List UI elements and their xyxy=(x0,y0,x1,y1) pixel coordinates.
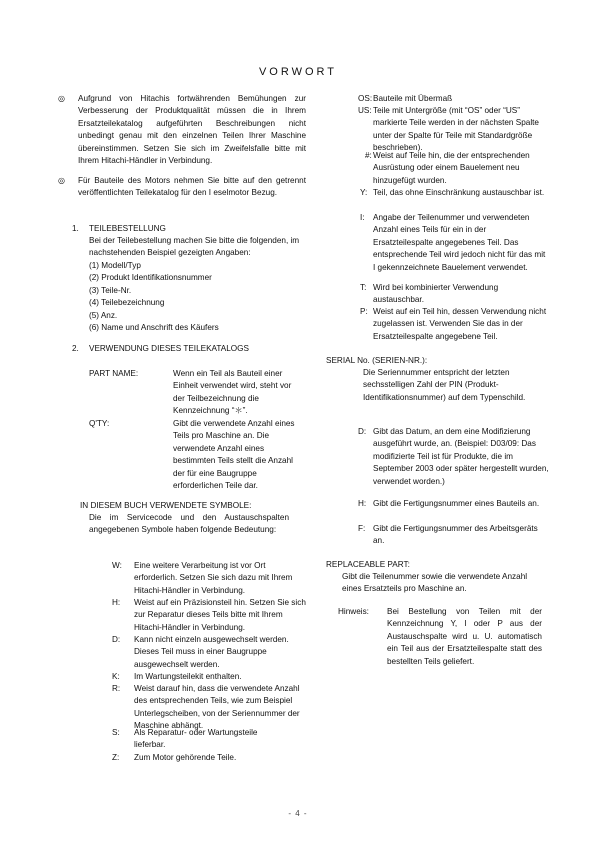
intro-bullet-1: ◎ xyxy=(58,94,66,103)
code-description: Gibt das Datum, an dem eine Modifizierung ausgeführt wurde, an. (Beispiel: D03/09: Das modifizierte Teil ist für Produkte, die im September 2003 oder später hergestellt wurden, verwendet worden.) xyxy=(373,427,549,486)
code-key: P: xyxy=(360,307,368,316)
symbol-row-z xyxy=(112,752,307,765)
symbol-description: Weist darauf hin, dass die verwendete Anzahl des entsprechenden Teils, wie zum Beispiel Unterlegscheiben, von der Seriennummer der Maschine abhängt. xyxy=(134,684,300,731)
code-row-i xyxy=(358,212,548,274)
symbol-description: Zum Motor gehörende Teile. xyxy=(134,753,237,762)
part-name-description: Wenn ein Teil als Bauteil einer Einheit verwendet wird, steht vor der Teilbezeichnung die Kennzeichnung “＊”. xyxy=(173,369,292,416)
serial-row-d xyxy=(358,426,551,501)
symbol-row-d xyxy=(112,634,307,671)
list-item: (1) Modell/Typ xyxy=(89,261,141,270)
code-key: H: xyxy=(358,499,367,508)
serial-row-h xyxy=(358,498,551,523)
page-title: VORWORT xyxy=(258,66,338,78)
code-description: Weist auf Teile hin, die der entsprechenden Ausrüstung oder einem Bauelement neu hinzugefügt wurden. xyxy=(373,151,530,185)
symbol-key: Z: xyxy=(112,753,120,762)
code-key: US: xyxy=(358,106,372,115)
code-description: Wird bei kombinierter Verwendung austauschbar. xyxy=(373,283,499,305)
code-description: Gibt die Fertigungsnummer eines Bauteils an. xyxy=(373,499,540,508)
section2-heading: VERWENDUNG DIESES TEILEKATALOGS xyxy=(89,344,249,353)
code-description: Gibt die Fertigungsnummer des Arbeitsgeräts an. xyxy=(373,524,538,546)
code-description: Teile mit Untergröße (mit “OS” oder “US” markierte Teile werden in der nächsten Spalte unter der Spalte für Teile mit Standardgröße beschrieben). xyxy=(373,106,539,153)
page-number: - 4 - xyxy=(288,808,308,818)
code-row-t xyxy=(358,282,548,307)
code-key: F: xyxy=(358,524,366,533)
symbol-row-h xyxy=(112,597,307,634)
symbol-description: Weist auf ein Präzisionsteil hin. Setzen Sie sich zur Reparatur dieses Teils bitte mit Ihrem Hitachi-Händler in Verbindung. xyxy=(134,598,306,632)
symbol-description: Im Wartungsteilekit enthalten. xyxy=(134,672,242,681)
list-item: (2) Produkt Identifikationsnummer xyxy=(89,273,212,283)
section2-number: 2. xyxy=(72,344,79,353)
section1-number: 1. xyxy=(72,224,79,233)
symbol-description: Kann nicht einzeln ausgewechselt werden. Dieses Teil muss in einer Baugruppe ausgewechselt werden. xyxy=(134,635,289,669)
replace-heading: REPLACEABLE PART: xyxy=(326,560,410,569)
code-row-us xyxy=(358,105,548,155)
symbol-key: H: xyxy=(112,598,121,607)
code-key: #: xyxy=(365,151,372,160)
hint-key: Hinweis: xyxy=(338,607,369,616)
symbol-key: S: xyxy=(112,728,120,737)
code-description: Teil, das ohne Einschränkung austauschbar ist. xyxy=(373,188,545,197)
symbol-description: Als Reparatur- oder Wartungsteile lieferbar. xyxy=(134,728,258,750)
qty-description: Gibt die verwendete Anzahl eines Teils pro Maschine an. Die verwendete Anzahl eines bestimmten Teils stellt die Anzahl der für eine Baugruppe erforderlichen Teile dar. xyxy=(173,419,295,491)
code-description: Weist auf ein Teil hin, dessen Verwendung nicht zugelassen ist. Verwenden Sie das in der Ersatzteilespalte angegebene Teil. xyxy=(373,307,547,341)
section1-item-list xyxy=(89,260,219,334)
symbol-key: K: xyxy=(112,672,120,681)
code-key: Y: xyxy=(360,188,368,197)
code-row-hash xyxy=(358,150,548,187)
symbol-key: W: xyxy=(112,561,122,570)
code-row-p xyxy=(358,306,548,343)
symbols-heading: IN DIESEM BUCH VERWENDETE SYMBOLE: xyxy=(80,501,252,510)
serial-heading: SERIAL No. (SERIEN-NR.): xyxy=(326,356,428,365)
symbol-row-r xyxy=(112,683,307,733)
list-item: (4) Teilebezeichnung xyxy=(89,298,165,308)
intro-bullet-2: ◎ xyxy=(58,176,66,185)
hint-description: Bei Bestellung von Teilen mit der Kennzeichnung Y, I oder P aus der Austauschspalte wird u. U. automatisch ein Teil aus der Ersatzteilespalte statt des bestellten Teils geliefert. xyxy=(387,607,542,666)
part-name-key: PART NAME: xyxy=(89,369,139,378)
intro-paragraph-2: Für Bauteile des Motors nehmen Sie bitte auf den getrennt veröffentlichten Teilekatalog für den I eselmotor Bezug. xyxy=(78,176,306,198)
symbol-row-s xyxy=(112,727,307,752)
code-key: T: xyxy=(360,283,367,292)
list-item: (6) Name und Anschrift des Käufers xyxy=(89,323,219,333)
replace-lead: Gibt die Teilenummer sowie die verwendete Anzahl eines Ersatzteils pro Maschine an. xyxy=(342,572,528,594)
serial-lead: Die Seriennummer entspricht der letzten sechsstelligen Zahl der PIN (Produkt-Identifikationsnummer) auf dem Typenschild. xyxy=(363,368,526,402)
code-key: OS: xyxy=(358,94,373,103)
code-row-y xyxy=(358,187,548,212)
list-item: (5) Anz. xyxy=(89,310,118,320)
code-key: D: xyxy=(358,427,367,436)
code-key: I: xyxy=(360,213,365,222)
symbol-key: R: xyxy=(112,684,121,693)
code-description: Angabe der Teilenummer und verwendeten Anzahl eines Teils für ein in der Ersatzteilespalte angegebenes Teil. Das entsprechende Teil wird jedoch nicht für das mit I gekennzeichnete Bauelement verwendet. xyxy=(373,213,546,272)
code-description: Bauteile mit Übermaß xyxy=(373,94,453,103)
symbol-description: Eine weitere Verarbeitung ist vor Ort erforderlich. Setzen Sie sich dazu mit Ihrem Hitachi-Händler in Verbindung. xyxy=(134,561,293,595)
serial-row-f xyxy=(358,523,551,548)
intro-paragraph-1: Aufgrund von Hitachis fortwährenden Bemühungen zur Verbesserung der Produktqualität müssen die in Ihrem Ersatzteilekatalog aufgeführten Beschreibungen nicht unbedingt genau mit den einzelnen Teilen Ihrer Maschine übereinstimmen. Setzen Sie sich im Zweifelsfalle bitte mit Ihrem Hitachi-Händler in Verbindung. xyxy=(78,94,306,166)
symbol-row-w xyxy=(112,560,307,597)
symbols-lead: Die im Servicecode und den Austauschspalten angegebenen Symbole haben folgende Bedeutung: xyxy=(89,513,289,535)
section1-heading: TEILEBESTELLUNG xyxy=(89,224,166,233)
qty-key: Q'TY: xyxy=(89,419,110,428)
list-item: (3) Teile-Nr. xyxy=(89,285,132,295)
symbol-key: D: xyxy=(112,635,121,644)
section1-lead: Bei der Teilebestellung machen Sie bitte die folgenden, im nachstehenden Beispiel gezeigten Angaben: xyxy=(89,236,300,258)
